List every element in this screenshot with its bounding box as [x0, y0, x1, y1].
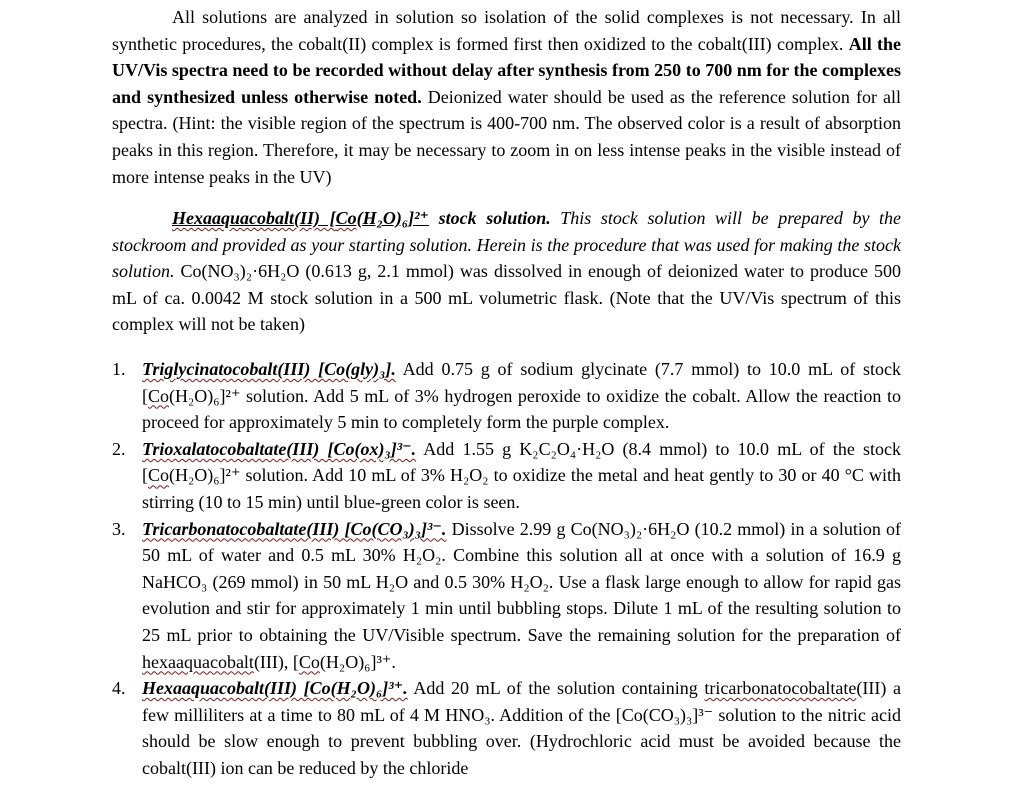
intro-paragraph	[112, 4, 901, 190]
item-number: 4.	[112, 678, 126, 699]
stock-text: Co(NO₃)₂·6H₂O (0.613 g, 2.1 mmol) was dissolved in enough of deionized water to produce 500 mL of ca. 0.0042 M stock solution in a 500 mL volumetric flask. (Note that the UV/Vis spectrum of this complex will not be taken)	[112, 261, 901, 335]
item-number: 1.	[112, 359, 126, 379]
stock-italic-text: This stock solution will be prepared by the stockroom and provided as your starting solution. Herein is the procedure that was used for making the stock solution.	[112, 208, 902, 282]
intro-text-cont: Deionized water should be used as the reference solution for all spectra. (Hint: the visible region of the spectrum is 400-700 nm. The observed color is a result of absorption peaks in this region. Therefore, it may be necessary to zoom in on less intense peaks in the visible instead of more intense peaks in the UV)	[112, 86, 901, 187]
item-number: 3.	[112, 518, 126, 539]
list-item: 1. Triglycinatocobalt(III) [Co(gly)₃]. Add 0.75 g of sodium glycinate (7.7 mmol) to 10.0 mL of stock [Co(H₂O)₆]²⁺ solution. Add 5 mL of 3% hydrogen peroxide to oxidize the cobalt. Allow the reaction to proceed for approximately 5 min to completely form the purple complex.	[112, 356, 901, 436]
procedure-list	[112, 356, 901, 782]
stock-paragraph: Hexaaquacobalt(II) [Co(H₂O)₆]²⁺ stock solution. This stock solution will be prepared by the stockroom and provided as your starting solution. Herein is the procedure that was used for making the stock solution. Co(NO₃)₂·6H₂O (0.613 g, 2.1 mmol) was dissolved in enough of deionized water to produce 500 mL of ca. 0.0042 M stock solution in a 500 mL volumetric flask. (Note that the UV/Vis spectrum of this complex will not be taken)	[112, 208, 902, 335]
item-title: Hexaaquacobalt(III) [Co(H₂O)₆]³⁺.	[142, 678, 408, 699]
item-title: Triglycinatocobalt(III) [Co(gly)₃].	[142, 359, 396, 379]
list-item: 3. Tricarbonatocobaltate(III) [Co(CO₃)₃]³⁻. Dissolve 2.99 g Co(NO₃)₂·6H₂O (10.2 mmol) in a solution of 50 mL of water and 0.5 mL 30% H₂O₂. Combine this solution all at once with a solution of 16.9 g NaHCO₃ (269 mmol) in 50 mL H₂O and 0.5 30% H₂O₂. Use a flask large enough to allow for rapid gas evolution and stir for approximately 1 min until bubbling stops. Dilute 1 mL of the resulting solution to 25 mL prior to obtaining the UV/Visible spectrum. Save the remaining solution for the preparation of hexaaquacobalt(III), [Co(H₂O)₆]³⁺.	[112, 516, 901, 676]
item-number: 2.	[112, 438, 126, 459]
item-title: Trioxalatocobaltate(III) [Co(ox)₃]³⁻.	[142, 438, 417, 459]
intro-bold-text: All the UV/Vis spectra need to be recorded without delay after synthesis from 250 to 700 nm for the complexes and synthesized unless otherwise noted.	[112, 33, 901, 107]
stock-title: Hexaaquacobalt(II) [Co(H₂O)₆]²⁺	[172, 208, 430, 228]
item-title: Tricarbonatocobaltate(III) [Co(CO₃)₃]³⁻.	[142, 518, 447, 539]
list-item: 4. Hexaaquacobalt(III) [Co(H₂O)₆]³⁺. Add 20 mL of the solution containing tricarbonatocobaltate(III) a few milliliters at a time to 80 mL of 4 M HNO₃. Addition of the [Co(CO₃)₃]³⁻ solution to the nitric acid should be slow enough to prevent bubbling over. (Hydrochloric acid must be avoided because the cobalt(III) ion can be reduced by the chloride	[112, 675, 901, 781]
list-item: 2. Trioxalatocobaltate(III) [Co(ox)₃]³⁻. Add 1.55 g K₂C₂O₄·H₂O (8.4 mmol) to 10.0 mL of the stock [Co(H₂O)₆]²⁺ solution. Add 10 mL of 3% H₂O₂ to oxidize the metal and heat gently to 30 or 40 °C with stirring (10 to 15 min) until blue-green color is seen.	[112, 436, 901, 516]
intro-text: All solutions are analyzed in solution so isolation of the solid complexes is not necessary. In all synthetic procedures, the cobalt(II) complex is formed first then oxidized to the cobalt(III) complex.	[112, 7, 901, 54]
